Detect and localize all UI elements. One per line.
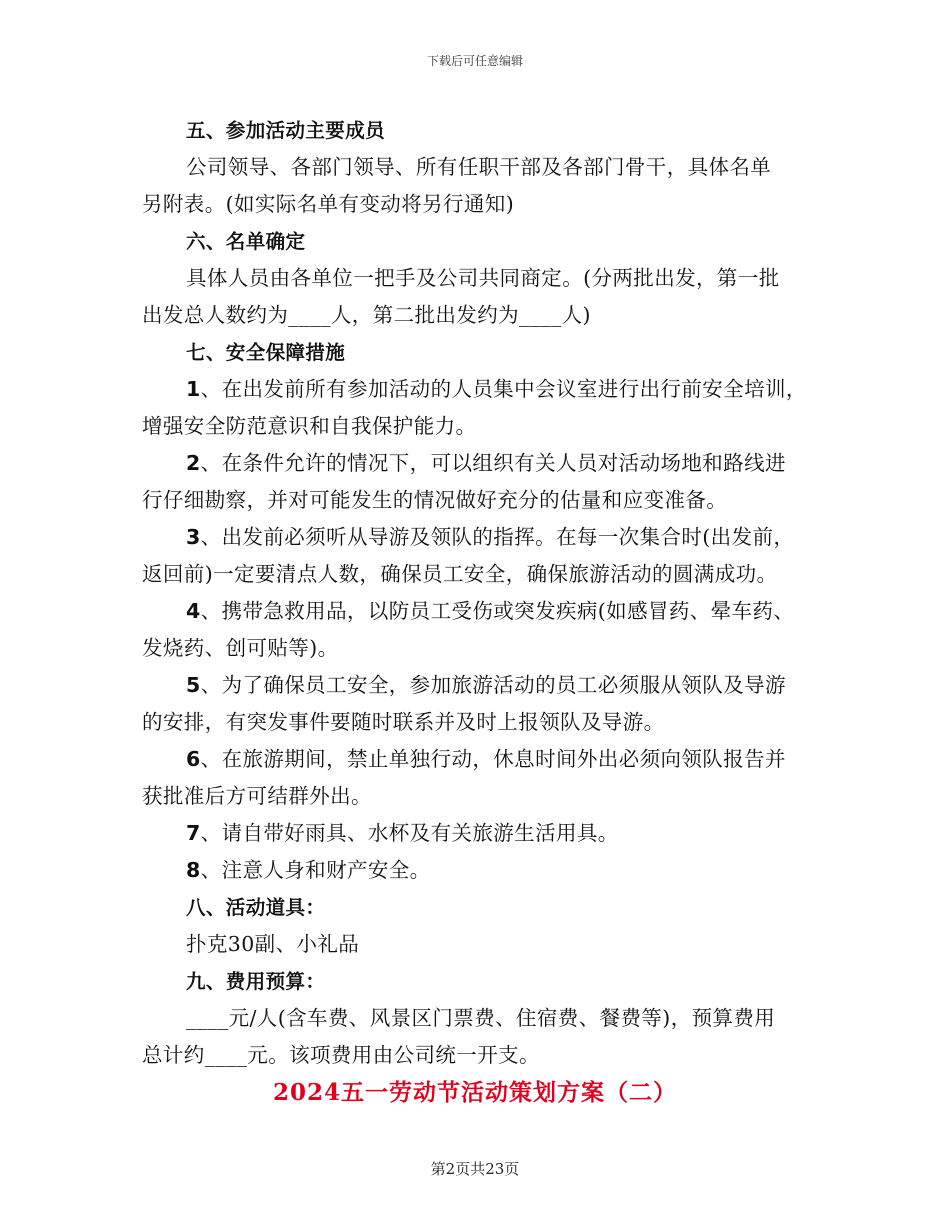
- item-number: 2: [186, 451, 201, 475]
- list-item-continuation: 发烧药、创可贴等)。: [142, 636, 339, 660]
- section-heading-6: 六、名单确定: [186, 230, 306, 253]
- paragraph-line: 出发总人数约为____人，第二批出发约为____人): [142, 303, 591, 327]
- item-number: 8: [186, 858, 201, 882]
- item-text: 、在条件允许的情况下，可以组织有关人员对活动场地和路线进: [200, 451, 786, 475]
- item-text: 、请自带好雨具、水杯及有关旅游生活用具。: [200, 821, 619, 845]
- item-number: 5: [186, 673, 201, 697]
- paragraph-line: 另附表。(如实际名单有变动将另行通知): [142, 192, 515, 216]
- list-item: [142, 593, 822, 630]
- list-item: [142, 445, 822, 482]
- list-item: [142, 667, 822, 704]
- list-item-continuation: 获批准后方可结群外出。: [142, 784, 372, 808]
- list-item: [142, 519, 822, 556]
- item-number: 1: [186, 377, 201, 401]
- list-item-continuation: 增强安全防范意识和自我保护能力。: [142, 414, 477, 438]
- list-item-continuation: 返回前)一定要清点人数，确保员工安全，确保旅游活动的圆满成功。: [142, 562, 778, 586]
- section-heading-8: 八、活动道具：: [186, 896, 326, 919]
- paragraph-line: 总计约____元。该项费用由公司统一开支。: [142, 1043, 540, 1067]
- paragraph-line: ____元/人(含车费、风景区门票费、住宿费、餐费等)，预算费用: [186, 1006, 776, 1030]
- list-item: [142, 741, 822, 778]
- paragraph-line: 具体人员由各单位一把手及公司共同商定。(分两批出发，第一批: [186, 266, 780, 290]
- paragraph-line: 公司领导、各部门领导、所有任职干部及各部门骨干，具体名单: [186, 155, 772, 179]
- item-number: 7: [186, 821, 201, 845]
- item-text: 、为了确保员工安全，参加旅游活动的员工必须服从领队及导游: [200, 673, 786, 697]
- item-text: 、在旅游期间，禁止单独行动，休息时间外出必须向领队报告并: [200, 747, 786, 771]
- item-text: 、出发前必须听从导游及领队的指挥。在每一次集合时(出发前，: [200, 525, 795, 549]
- section-heading-9: 九、费用预算：: [186, 970, 326, 993]
- list-item: [142, 815, 822, 852]
- list-item-continuation: 的安排，有突发事件要随时联系并及时上报领队及导游。: [142, 710, 665, 734]
- section-heading-5: 五、参加活动主要成员: [186, 119, 386, 142]
- next-section-title: 2024五一劳动节活动策划方案（二）: [272, 1079, 677, 1106]
- list-item: [142, 852, 822, 889]
- item-number: 4: [186, 599, 201, 623]
- item-text: 、在出发前所有参加活动的人员集中会议室进行出行前安全培训，: [200, 377, 807, 401]
- list-item: [142, 371, 822, 408]
- page-header: 下载后可任意编辑: [426, 54, 523, 68]
- item-number: 3: [186, 525, 201, 549]
- list-item-continuation: 行仔细勘察，并对可能发生的情况做好充分的估量和应变准备。: [142, 488, 728, 512]
- item-text: 、携带急救用品，以防员工受伤或突发疾病(如感冒药、晕车药、: [200, 599, 795, 623]
- item-text: 、注意人身和财产安全。: [200, 858, 431, 882]
- page-footer: 第2页共23页: [430, 1160, 520, 1178]
- document-body: [142, 112, 822, 1074]
- section-heading-7: 七、安全保障措施: [186, 341, 346, 364]
- paragraph-line: 扑克30副、小礼品: [186, 932, 360, 956]
- item-number: 6: [186, 747, 201, 771]
